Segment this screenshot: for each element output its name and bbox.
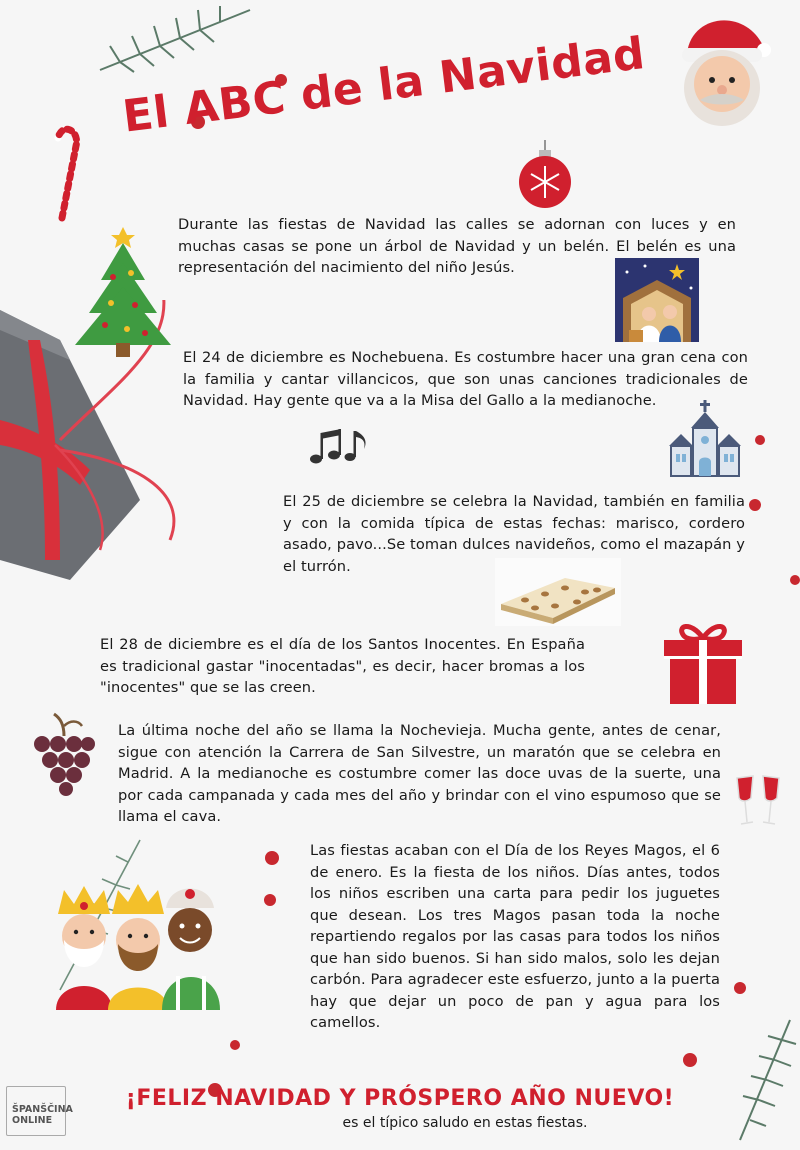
- paragraph-nochebuena: El 24 de diciembre es Nochebuena. Es costumbre hacer una gran cena con la familia y cantar villancicos, que son unas canciones tradicionales de Navidad. Hay gente que va a la Misa del Gallo a la medianoche.: [183, 349, 748, 409]
- santa-icon: [672, 8, 772, 138]
- logo-line2: ONLINE: [12, 1115, 53, 1126]
- greeting-subtitle: es el típico saludo en estas fiestas.: [342, 1115, 588, 1131]
- nativity-icon: [615, 258, 699, 342]
- logo-line1: ŠPANŠČINA: [12, 1104, 73, 1115]
- paragraph-inocentes: El 28 de diciembre es el día de los Santos Inocentes. En España es tradicional gastar "inocentadas", es decir, hacer bromas a los "inocentes" que se las creen.: [100, 636, 585, 696]
- paragraph-nochevieja: La última noche del año se llama la Nochevieja. Mucha gente, antes de cenar, sigue con atención la Carrera de San Silvestre, un maratón que se celebra en Madrid. A la medianoche es costumbre comer las doce uvas de la suerte, una por cada campanada y cada mes del año y brindar con el vino espumoso que se llama el cava.: [118, 722, 721, 825]
- paragraph-reyes-magos: Las fiestas acaban con el Día de los Reyes Magos, el 6 de enero. Es la fiesta de los niños. Días antes, todos los niños escriben una carta para pedir los juguetes que desean. Los tres Magos pasan toda la noche repartiendo regalos por las casas para todos los niños que han sido buenos. Si han sido malos, solo les dejan carbón. Para agradecer este esfuerzo, junto a la puerta hay que dejar un poco de pan y agua para los camellos.: [310, 842, 720, 1031]
- three-kings-icon: [50, 880, 225, 1010]
- ornament-icon: [515, 140, 575, 210]
- turron-icon: [495, 558, 621, 626]
- gift-icon: [662, 618, 744, 706]
- greeting-headline: ¡FELIZ NAVIDAD Y PRÓSPERO AÑO NUEVO!: [125, 1086, 675, 1111]
- church-icon: [665, 398, 745, 478]
- wine-glasses-icon: [733, 770, 783, 830]
- christmas-tree-icon: [75, 225, 175, 360]
- grapes-icon: [30, 712, 96, 796]
- paragraph-navidad: El 25 de diciembre se celebra la Navidad, también en familia y con la comida típica de estas fechas: marisco, cordero asado, pavo...Se toman dulces navideños, como el mazapán y el turrón.: [283, 493, 745, 575]
- music-notes-icon: [308, 425, 370, 467]
- candy-cane-icon: [50, 122, 90, 222]
- page-title: El ABC de la Navidad: [120, 27, 648, 143]
- paragraph-belen: Durante las fiestas de Navidad las calles se adornan con luces y en muchas casas se pone un árbol de Navidad y un belén. El belén es una representación del nacimiento del niño Jesús.: [178, 216, 736, 276]
